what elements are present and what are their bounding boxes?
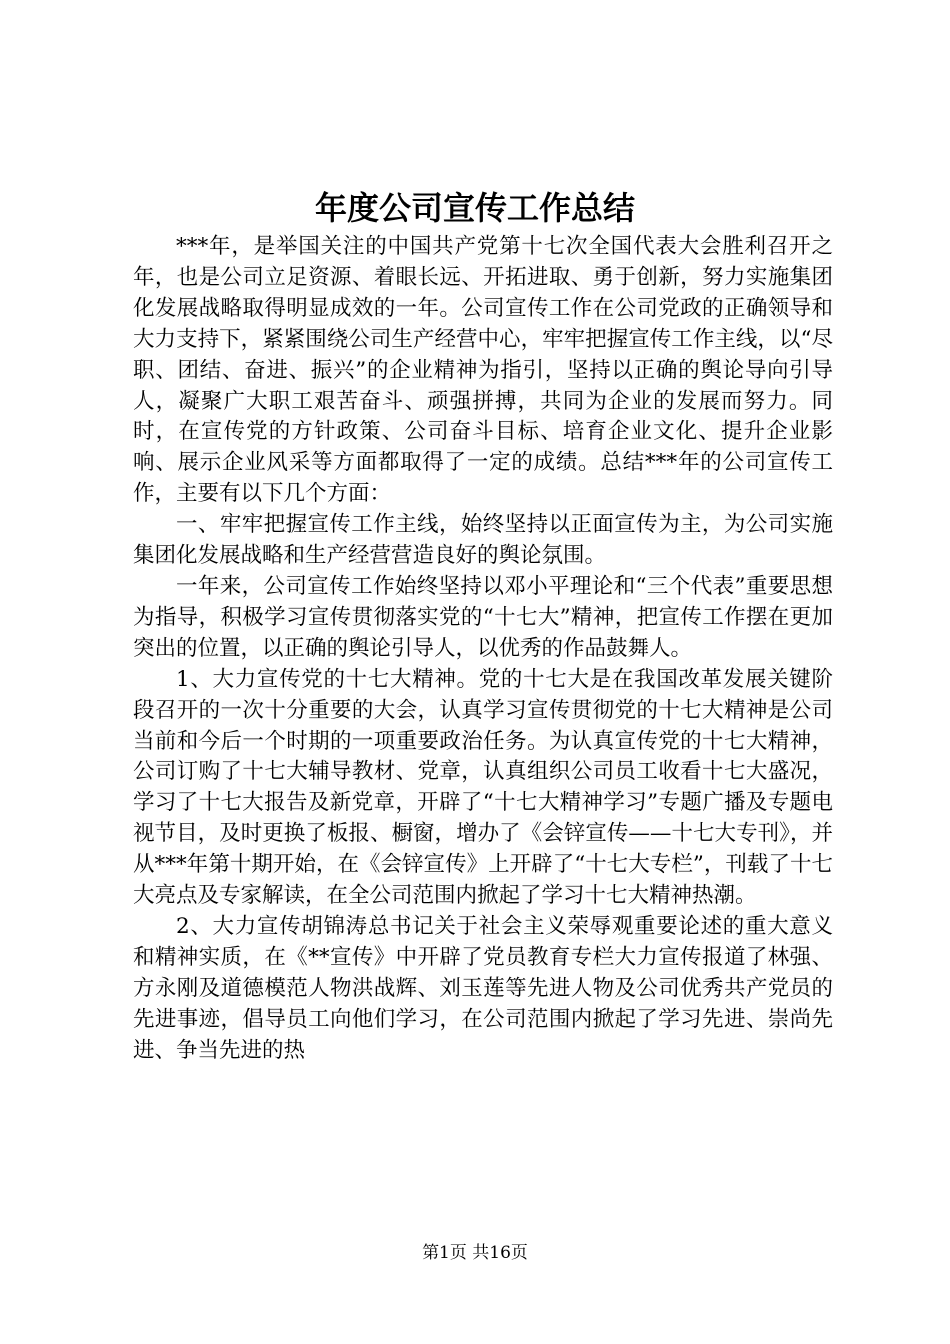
document-body (133, 232, 833, 1066)
document-title: 年度公司宣传工作总结 (314, 189, 635, 227)
page-number-footer: 第1页 共16页 (422, 1243, 528, 1263)
paragraph-item-one: 1、大力宣传党的十七大精神。党的十七大是在我国改革发展关键阶段召开的一次十分重要的大会，认真学习宣传贯彻党的十七大精神是公司当前和今后一个时期的一项重要政治任务。为认真宣传党的十七大精神，公司订购了十七大辅导教材、党章，认真组织公司员工收看十七大盛况，学习了十七大报告及新党章，开辟了“十七大精神学习”专题广播及专题电视节目，及时更换了板报、橱窗，增办了《会锌宣传——十七大专刊》，并从***年第十期开始，在《会锌宣传》上开辟了“十七大专栏”，刊载了十七大亮点及专家解读，在全公司范围内掀起了学习十七大精神热潮。 (133, 666, 833, 909)
paragraph-intro: ***年，是举国关注的中国共产党第十七次全国代表大会胜利召开之年，也是公司立足资源、着眼长远、开拓进取、勇于创新，努力实施集团化发展战略取得明显成效的一年。公司宣传工作在公司党政的正确领导和大力支持下，紧紧围绕公司生产经营中心，牢牢把握宣传工作主线，以“尽职、团结、奋进、振兴”的企业精神为指引，坚持以正确的舆论导向引导人，凝聚广大职工艰苦奋斗、顽强拼搏，共同为企业的发展而努力。同时，在宣传党的方针政策、公司奋斗目标、培育企业文化、提升企业影响、展示企业风采等方面都取得了一定的成绩。总结***年的公司宣传工作，主要有以下几个方面： (133, 234, 833, 507)
paragraph-section-one-overview: 一年来，公司宣传工作始终坚持以邓小平理论和“三个代表”重要思想为指导，积极学习宣传贯彻落实党的“十七大”精神，把宣传工作摆在更加突出的位置，以正确的舆论引导人，以优秀的作品鼓舞人。 (133, 573, 833, 661)
paragraph-section-one-heading: 一、牢牢把握宣传工作主线，始终坚持以正面宣传为主，为公司实施集团化发展战略和生产经营营造良好的舆论氛围。 (133, 512, 833, 569)
paragraph-item-two: 2、大力宣传胡锦涛总书记关于社会主义荣辱观重要论述的重大意义和精神实质，在《**宣传》中开辟了党员教育专栏大力宣传报道了林强、方永刚及道德模范人物洪战辉、刘玉莲等先进人物及公司优秀共产党员的先进事迹，倡导员工向他们学习，在公司范围内掀起了学习先进、崇尚先进、争当先进的热 (133, 913, 833, 1063)
